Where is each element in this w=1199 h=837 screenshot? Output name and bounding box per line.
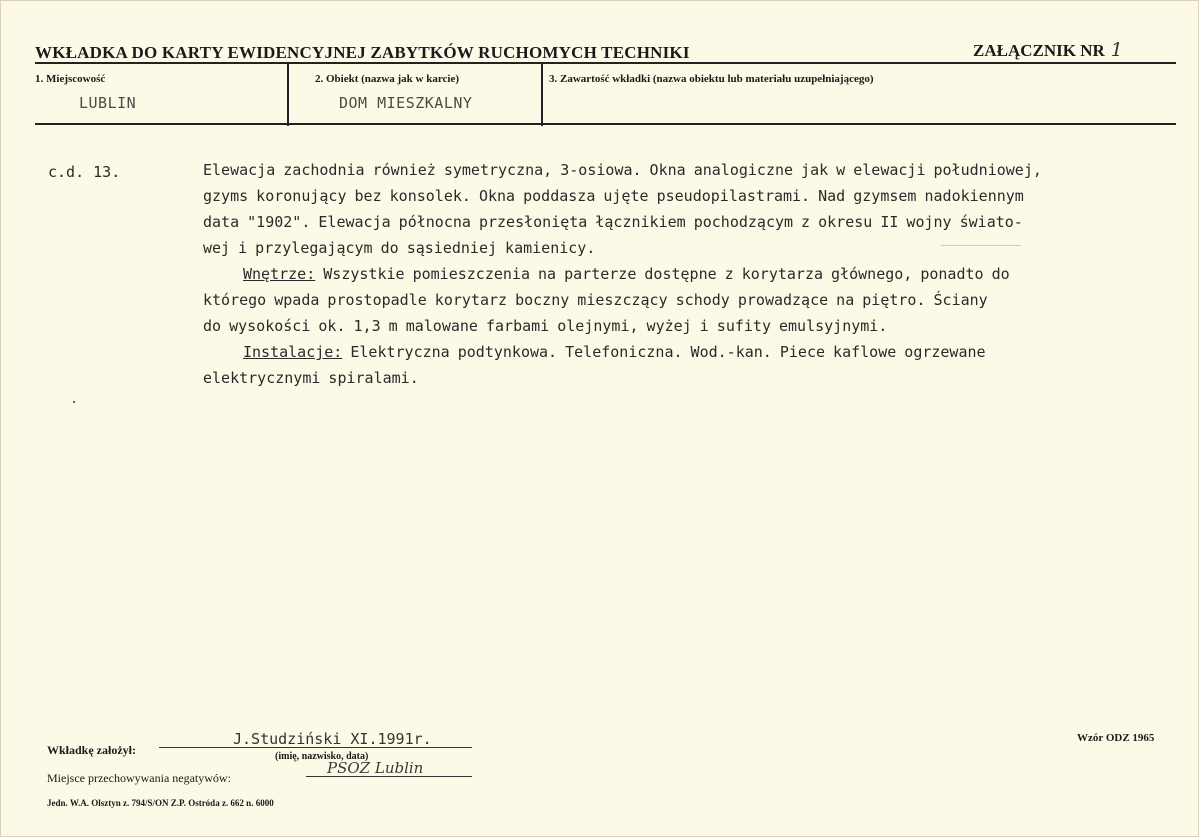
field-label-object: 2. Obiekt (nazwa jak w karcie) <box>315 73 460 85</box>
field-label-locality: 1. Miejscowość <box>35 73 106 85</box>
fields-rule <box>35 123 1176 125</box>
installations-heading: Instalacje: <box>243 343 343 361</box>
form-pattern: Wzór ODZ 1965 <box>1077 732 1155 744</box>
interior-line: którego wpada prostopadle korytarz boczny mieszczący schody prowadzące na piętro. Ściany <box>203 291 988 309</box>
description-line: wej i przylegającym do sąsiedniej kamienicy. <box>203 239 596 257</box>
annex-label-text: ZAŁĄCZNIK NR <box>973 41 1105 60</box>
speck <box>73 401 75 403</box>
description-line: data "1902". Elewacja północna przesłonięta łącznikiem pochodzącym z okresu II wojny świato- <box>203 213 1023 231</box>
negatives-location-value: PSOZ Lublin <box>327 759 424 777</box>
description-line: Elewacja zachodnia również symetryczna, 3-osiowa. Okna analogiczne jak w elewacji południowej, <box>203 161 1042 179</box>
negatives-line <box>306 776 472 777</box>
installations-line: Elektryczna podtynkowa. Telefoniczna. Wod.-kan. Piece kaflowe ogrzewane <box>342 343 986 361</box>
field-divider <box>287 64 289 126</box>
description-line: gzyms koronujący bez konsolek. Okna poddasza ujęte pseudopilastrami. Nad gzymsem nadokiennym <box>203 187 1024 205</box>
header-rule <box>35 62 1176 64</box>
interior-heading: Wnętrze: <box>243 265 316 283</box>
annex-number: 1 <box>1110 39 1123 61</box>
annex-label <box>973 39 1123 61</box>
faint-mark <box>941 245 1021 246</box>
interior-line: Wszystkie pomieszczenia na parterze dostępne z korytarza głównego, ponadto do <box>315 265 1010 283</box>
field-label-contents: 3. Zawartość wkładki (nazwa obiektu lub materiału uzupełniającego) <box>549 73 874 85</box>
description-text <box>203 157 1173 391</box>
card-title: WKŁADKA DO KARTY EWIDENCYJNEJ ZABYTKÓW RUCHOMYCH TECHNIKI <box>35 43 690 62</box>
printer-imprint: Jedn. W.A. Olsztyn z. 794/S/ON Z.P. Ostróda z. 662 n. 6000 <box>47 798 274 808</box>
continuation-marker: c.d. 13. <box>48 163 121 181</box>
installations-paragraph <box>203 339 1173 365</box>
field-value-locality: LUBLIN <box>79 94 137 112</box>
field-divider <box>541 64 543 126</box>
negatives-location-label: Miejsce przechowywania negatywów: <box>47 771 231 785</box>
field-value-object: DOM MIESZKALNY <box>339 94 473 112</box>
interior-paragraph <box>203 261 1173 287</box>
installations-line: elektrycznymi spiralami. <box>203 369 419 387</box>
prepared-by-label: Wkładkę założył: <box>47 743 136 757</box>
signature-caption: (imię, nazwisko, data) <box>275 751 369 762</box>
signature-line <box>159 747 472 748</box>
prepared-by-value: J.Studziński XI.1991r. <box>233 730 432 748</box>
interior-line: do wysokości ok. 1,3 m malowane farbami olejnymi, wyżej i sufity emulsyjnymi. <box>203 317 888 335</box>
